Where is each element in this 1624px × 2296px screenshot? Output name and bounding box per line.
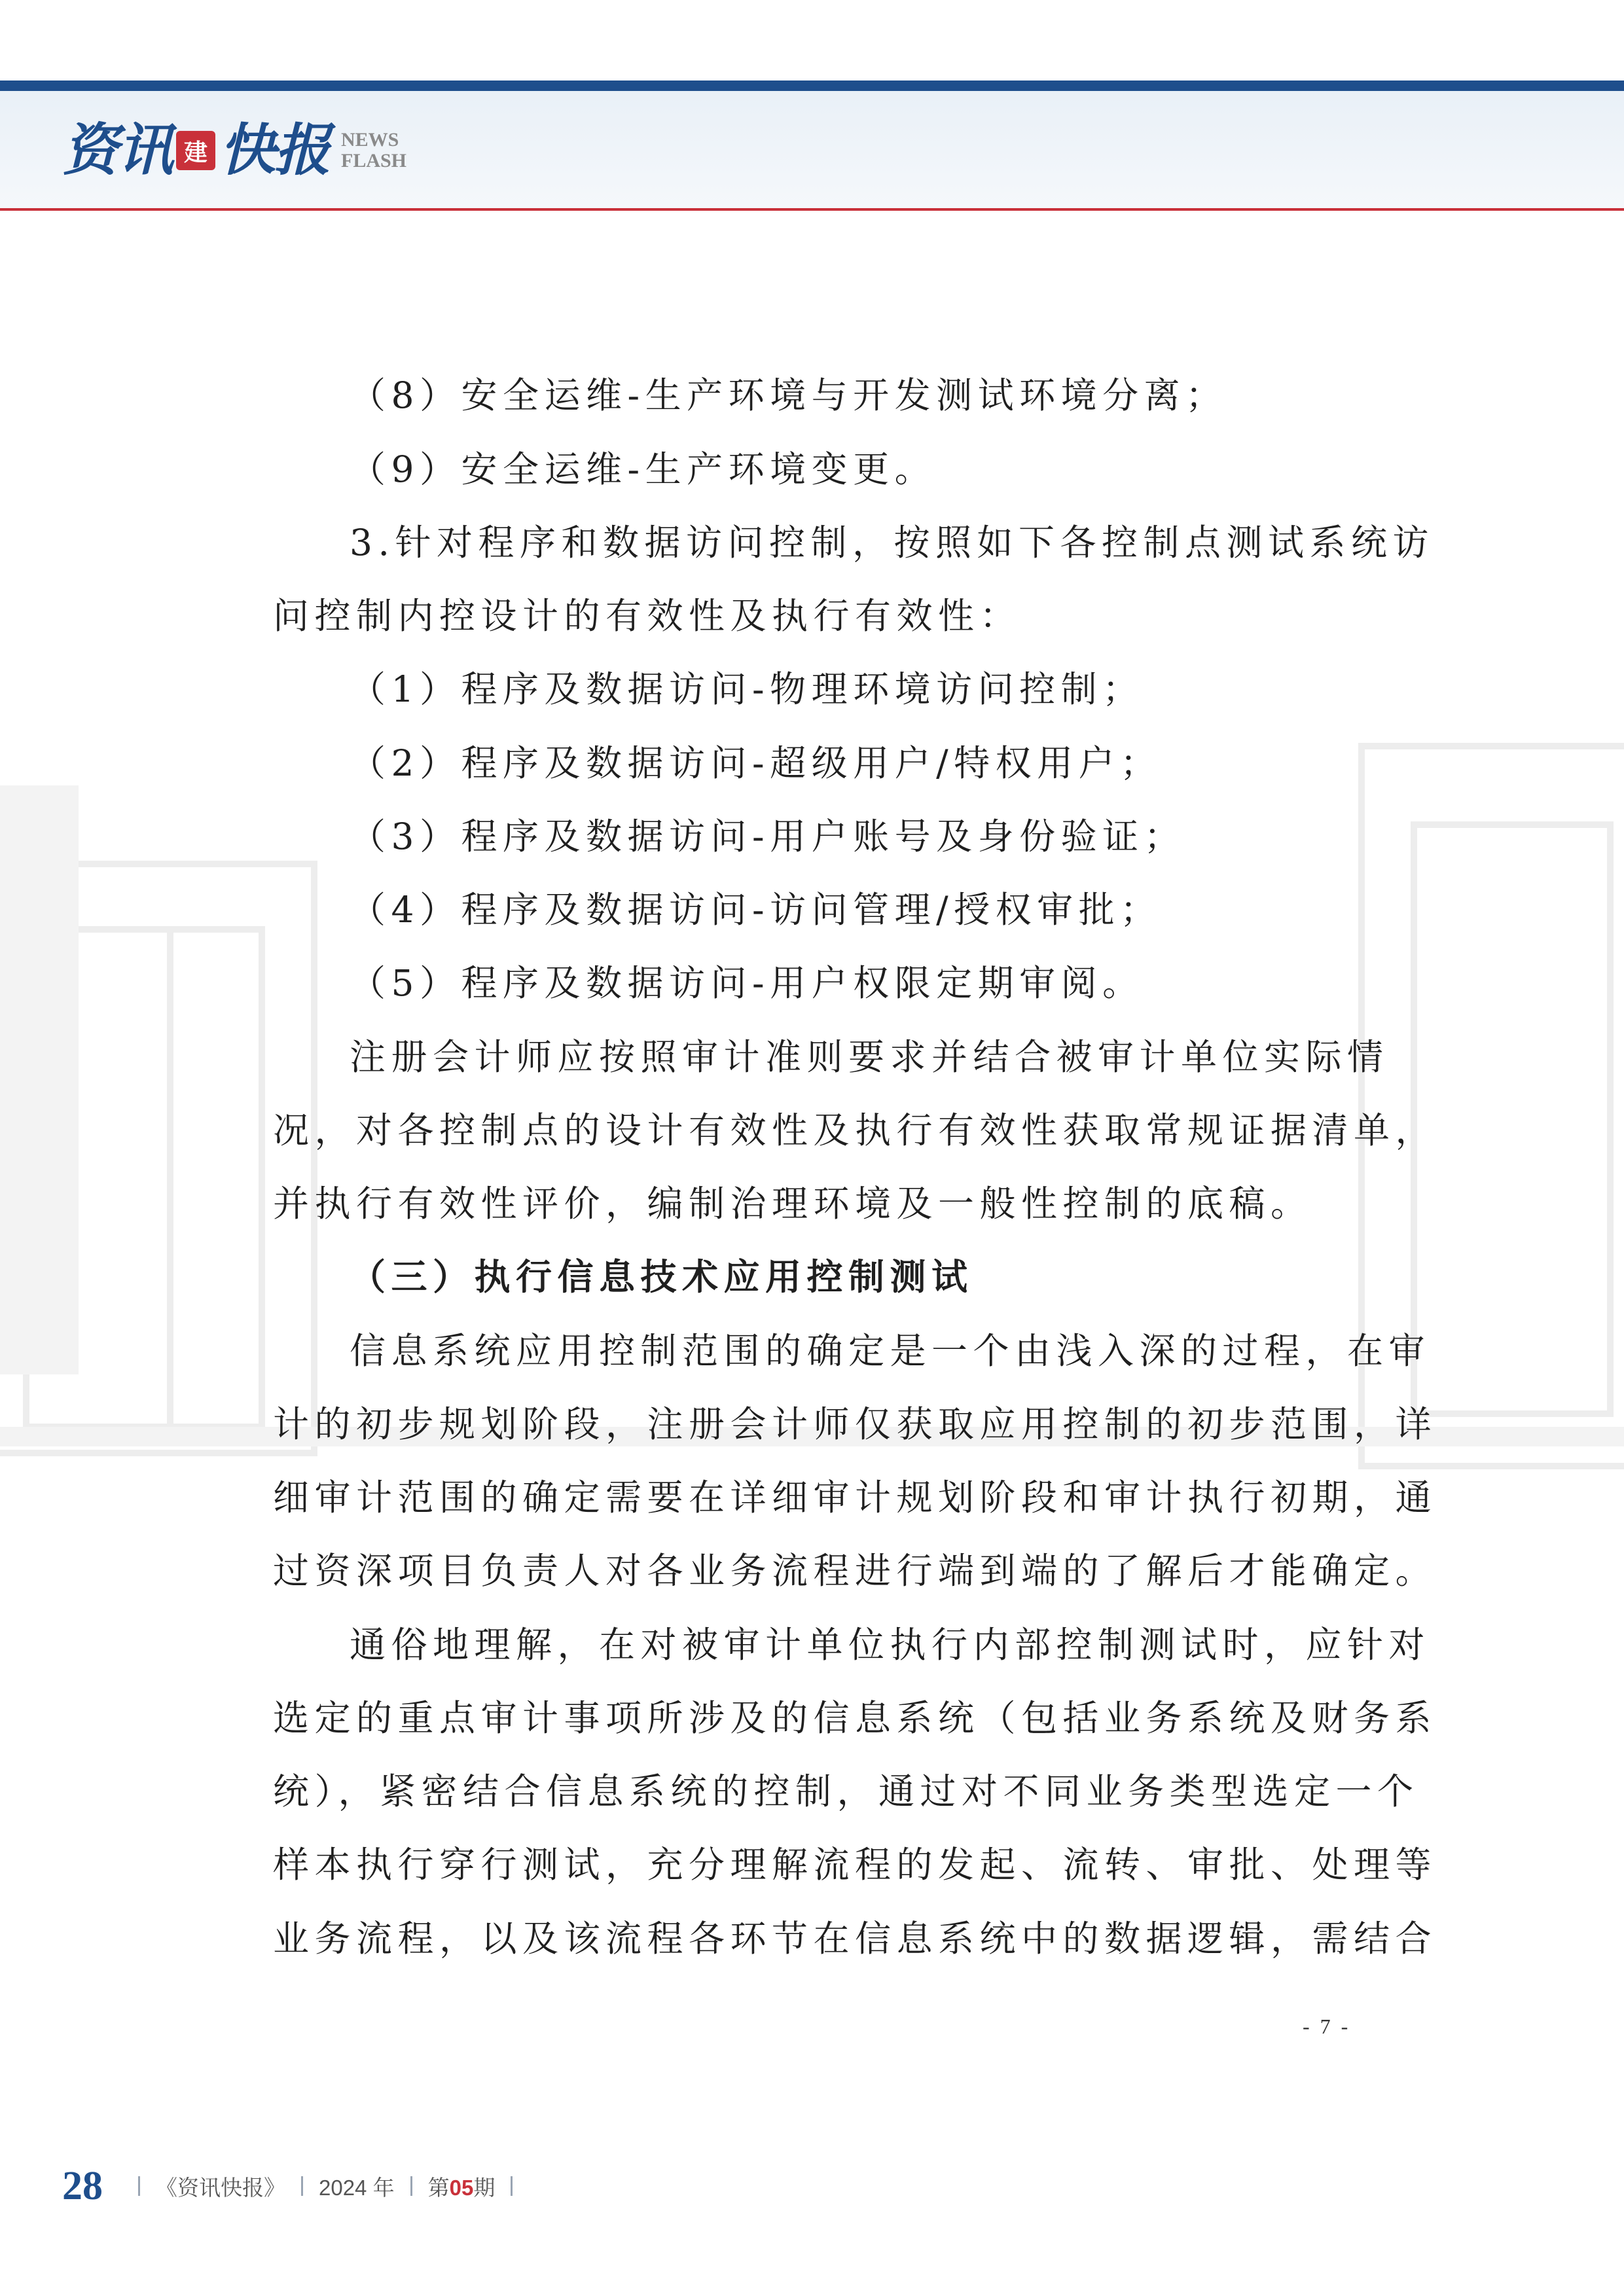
paragraph-line: 业务流程，以及该流程各环节在信息系统中的数据逻辑，需结合 xyxy=(273,1918,1437,1960)
logo-text-right: 快报 xyxy=(219,117,329,183)
list-item: （9）安全运维-生产环境变更。 xyxy=(350,448,937,490)
paragraph-line: 过资深项目负责人对各业务流程进行端到端的了解后才能确定。 xyxy=(273,1550,1437,1592)
list-item: （1）程序及数据访问-物理环境访问控制； xyxy=(350,668,1144,710)
section-heading: （三）执行信息技术应用控制测试 xyxy=(350,1256,973,1298)
list-item: （2）程序及数据访问-超级用户/特权用户； xyxy=(350,742,1162,784)
inner-page-number: - 7 - xyxy=(1303,2015,1351,2038)
paragraph-line: 注册会计师应按照审计准则要求并结合被审计单位实际情 xyxy=(350,1036,1389,1078)
paragraph-line: 3.针对程序和数据访问控制，按照如下各控制点测试系统访 xyxy=(350,522,1434,564)
footer-page-number: 28 xyxy=(62,2163,103,2208)
paragraph-line: 问控制内控设计的有效性及执行有效性： xyxy=(273,595,1022,637)
logo-seal-icon: 建 xyxy=(176,131,215,170)
logo-text-left: 资讯 xyxy=(62,117,172,183)
paragraph-line: 统），紧密结合信息系统的控制，通过对不同业务类型选定一个 xyxy=(273,1770,1419,1812)
paragraph-line: 细审计范围的确定需要在详细审计规划阶段和审计执行初期，通 xyxy=(273,1477,1437,1518)
footer-issue-number: 05 xyxy=(449,2175,474,2200)
logo-english-line1: NEWS xyxy=(341,129,399,151)
paragraph-line: 选定的重点审计事项所涉及的信息系统（包括业务系统及财务系 xyxy=(273,1697,1437,1739)
list-item: （5）程序及数据访问-用户权限定期审阅。 xyxy=(350,962,1144,1004)
footer-issue-prefix: 第 xyxy=(427,2175,450,2200)
footer-divider xyxy=(301,2176,303,2196)
paragraph-line: 通俗地理解，在对被审计单位执行内部控制测试时，应针对 xyxy=(350,1624,1431,1666)
list-item: （8）安全运维-生产环境与开发测试环境分离； xyxy=(350,374,1227,416)
footer xyxy=(62,2160,528,2212)
paragraph-line: 计的初步规划阶段，注册会计师仅获取应用控制的初步范围，详 xyxy=(273,1403,1437,1445)
paragraph-line: 并执行有效性评价，编制治理环境及一般性控制的底稿。 xyxy=(273,1183,1312,1225)
paragraph-line: 况，对各控制点的设计有效性及执行有效性获取常规证据清单， xyxy=(273,1109,1437,1151)
footer-divider xyxy=(138,2176,140,2196)
logo-english-line2: FLASH xyxy=(341,150,407,171)
footer-divider xyxy=(511,2176,513,2196)
footer-divider xyxy=(410,2176,412,2196)
footer-issue-suffix: 期 xyxy=(473,2175,496,2200)
footer-issue xyxy=(428,2171,496,2202)
footer-magazine-title: 《资讯快报》 xyxy=(156,2175,285,2200)
paragraph-line: 信息系统应用控制范围的确定是一个由浅入深的过程，在审 xyxy=(350,1330,1431,1372)
footer-year: 2024 年 xyxy=(319,2175,395,2200)
list-item: （3）程序及数据访问-用户账号及身份验证； xyxy=(350,816,1186,857)
list-item: （4）程序及数据访问-访问管理/授权审批； xyxy=(350,889,1162,931)
paragraph-line: 样本执行穿行测试，充分理解流程的发起、流转、审批、处理等 xyxy=(273,1844,1437,1886)
